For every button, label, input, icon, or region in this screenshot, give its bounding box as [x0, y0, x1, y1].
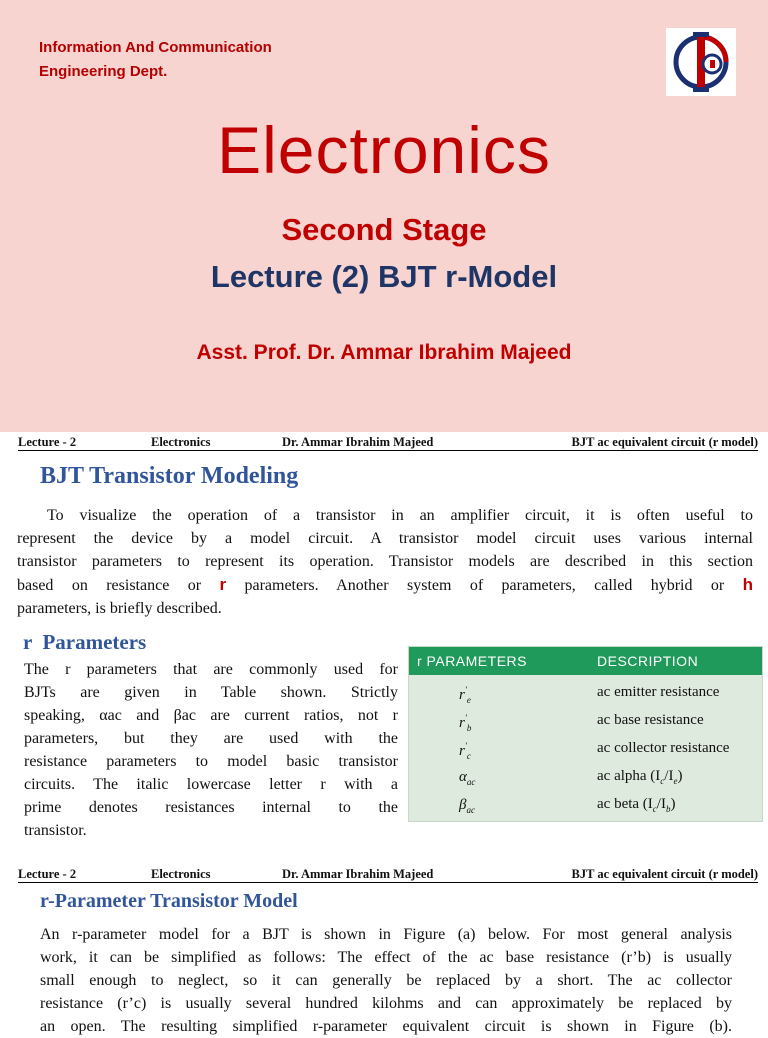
header-subject: Electronics	[151, 867, 211, 881]
lecture-title: Lecture (2) BJT r-Model	[210, 259, 558, 294]
ice-logo	[666, 28, 736, 96]
section-heading-modeling: BJT Transistor Modeling	[40, 463, 299, 489]
table-row: $r'_c$ ac collector resistance	[459, 740, 730, 761]
header-author: Dr. Ammar Ibrahim Majeed	[282, 435, 434, 449]
title-slide	[0, 0, 768, 432]
header-author: Dr. Ammar Ibrahim Majeed	[282, 867, 434, 881]
r-parameters-paragraph: The r parameters that are commonly used for BJTs are given in Table shown. Strictly speaking, αac and βac are current ratios, not r parameters, but they are used with the resistance parameters to model basic transistor circuits. The italic lowercase letter r with a prime denotes resistances internal to the transistor.	[24, 661, 398, 839]
table-col-description: DESCRIPTION	[597, 653, 699, 669]
department-logo-icon	[666, 28, 736, 96]
r-parameters-table	[408, 646, 763, 822]
department-name: Information And Communication Engineering Dept.	[39, 39, 272, 80]
table-row: $r'_b$ ac base resistance	[459, 712, 704, 733]
course-stage: Second Stage	[281, 212, 487, 247]
header-lecture: Lecture - 2	[18, 435, 77, 449]
section-heading-r-model: r-Parameter Transistor Model	[40, 890, 298, 912]
header-topic: BJT ac equivalent circuit (r model)	[571, 435, 758, 449]
h-symbol: h	[742, 575, 754, 594]
course-title: Electronics	[217, 113, 551, 187]
table-row: $\alpha_{ac}$ ac alpha $(I_c/I_e)$	[459, 768, 683, 787]
page-header	[18, 867, 758, 883]
table-row: $r'_e$ ac emitter resistance	[459, 684, 720, 705]
header-lecture: Lecture - 2	[18, 867, 77, 881]
section-heading-r-parameters: r Parameters	[23, 630, 147, 654]
table-row: $\beta_{ac}$ ac beta $(I_c/I_b)$	[459, 796, 676, 815]
header-topic: BJT ac equivalent circuit (r model)	[571, 867, 758, 881]
page-header	[18, 435, 758, 451]
r-model-paragraph: An r-parameter model for a BJT is shown in Figure (a) below. For most general analysis work, it can be simplified as follows: The effect of the ac base resistance (r’b) is usually small enough to neglect, so it can generally be replaced by a short. The ac collector resistance (r’c) is usually several hundred kilohms and can approximately be replaced by an open. The resulting simplified r-parameter equivalent circuit is shown in Figure (b).	[40, 926, 732, 1035]
table-col-parameter: r PARAMETERS	[417, 653, 527, 669]
modeling-paragraph: To visualize the operation of a transistor in an amplifier circuit, it is often useful to represent the device by a model circuit. A transistor model circuit uses various internal transistor parameters to represent its operation. Transistor models are described in this section based on resistance or r parameters. Another system of parameters, called hybrid or h parameters, is briefly described.	[17, 507, 754, 617]
header-subject: Electronics	[151, 435, 211, 449]
table-header	[409, 647, 762, 675]
r-symbol: r	[219, 575, 227, 594]
author-name: Asst. Prof. Dr. Ammar Ibrahim Majeed	[196, 341, 572, 364]
